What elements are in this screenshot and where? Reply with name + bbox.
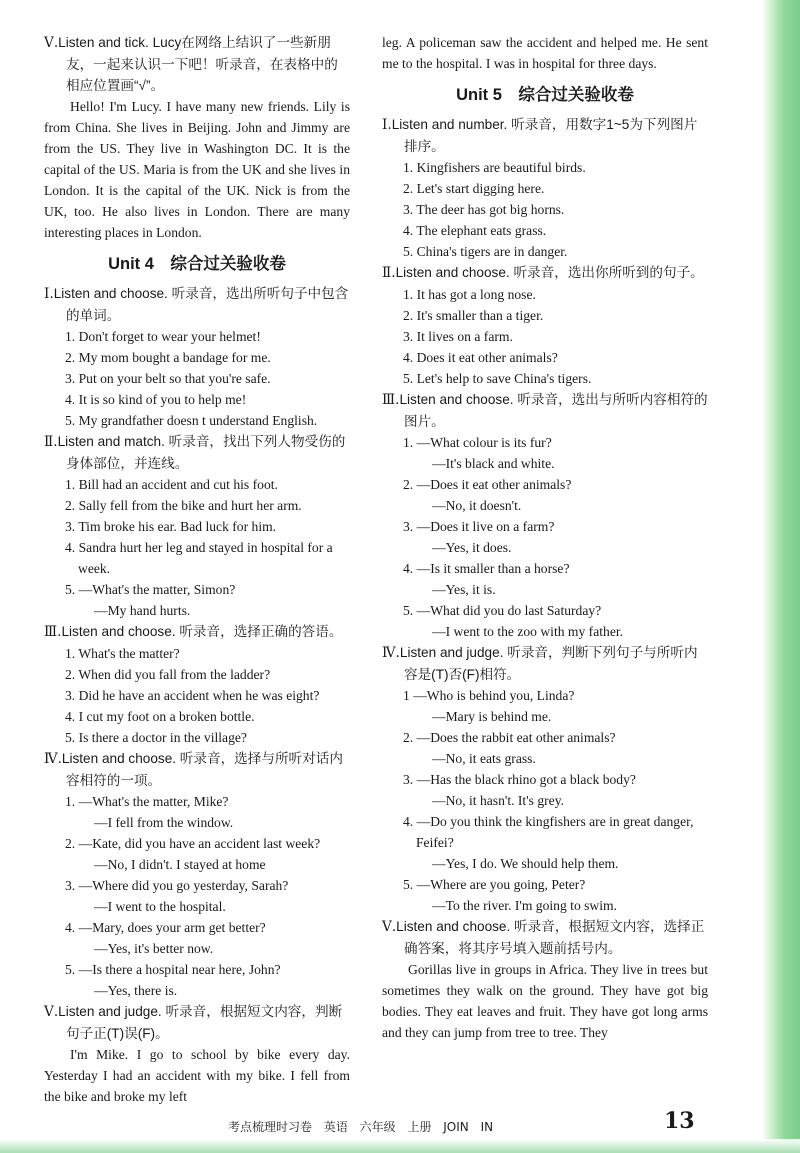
dialogue-answer: —My hand hurts. [94,603,191,618]
page-bottom-decoration [0,1139,800,1153]
dialogue-question: 3. —Does it live on a farm? [403,519,555,534]
list-item: 5. —What's the matter, Simon? [65,582,236,597]
section-title: Ⅲ.Listen and choose. 听录音，选择正确的答语。 [44,624,343,640]
list-item: 1. Bill had an accident and cut his foot. [65,477,278,492]
listening-passage: leg. A policeman saw the accident and helped me. He sent me to the hospital. I was in hospital for three days. [382,35,708,71]
dialogue-answer: —I fell from the window. [94,815,234,830]
list-item: 4. Sandra hurt her leg and stayed in hospital for a week. [65,540,333,576]
list-item: 1. Kingfishers are beautiful birds. [403,160,586,175]
unit-title: Unit 5 综合过关验收卷 [456,86,634,104]
list-item: 2. It's smaller than a tiger. [403,308,544,323]
list-item: 4. I cut my foot on a broken bottle. [65,709,255,724]
list-item: 1. Don't forget to wear your helmet! [65,329,261,344]
section-title: Ⅴ.Listen and judge. 听录音，根据短文内容，判断句子正(T)误(F)。 [44,1004,343,1041]
list-item: 4. It is so kind of you to help me! [65,392,247,407]
dialogue-question: 2. —Does it eat other animals? [403,477,572,492]
listening-passage: Hello! I'm Lucy. I have many new friends. Lily is from China. She lives in Beijing. John and Jimmy are from the US. They live in Washington DC. It is the capital of the US. Maria is from the UK and she lives in London. It is the capital of the UK. Nick is from the UK, too. He also lives in London. There are many interesting places in London. [44,99,350,240]
list-item: 2. Sally fell from the bike and hurt her arm. [65,498,302,513]
dialogue-question: 1. —What's the matter, Mike? [65,794,229,809]
right-column [382,32,708,1043]
list-item: 3. It lives on a farm. [403,329,513,344]
section-title: Ⅴ.Listen and tick. Lucy在网络上结识了一些新朋友，一起来认识一下吧！听录音，在表格中的相应位置画“√”。 [44,35,338,93]
dialogue-answer: —Yes, it is. [432,582,496,597]
dialogue-question: 1 —Who is behind you, Linda? [403,688,575,703]
left-column [44,32,350,1107]
list-item: 5. My grandfather doesn t understand English. [65,413,318,428]
dialogue-answer: —I went to the hospital. [94,899,226,914]
page-edge-decoration [762,0,800,1153]
list-item: 4. Does it eat other animals? [403,350,558,365]
page-footer: 考点梳理时习卷 英语 六年级 上册 JOIN IN [228,1120,494,1134]
section-title: Ⅱ.Listen and match. 听录音，找出下列人物受伤的身体部位，并连线。 [44,434,346,471]
section-title: Ⅲ.Listen and choose. 听录音，选出与所听内容相符的图片。 [382,392,708,429]
dialogue-answer: —Yes, there is. [94,983,178,998]
listening-passage: Gorillas live in groups in Africa. They live in trees but sometimes they walk on the ground. They have got big bodies. They eat leaves and fruit. They have got long arms and they can jump from tree to tree. They [382,962,708,1040]
section-title: Ⅳ.Listen and judge. 听录音，判断下列句子与所听内容是(T)否(F)相符。 [382,645,698,682]
list-item: 2. My mom bought a bandage for me. [65,350,271,365]
list-item: 5. Is there a doctor in the village? [65,730,247,745]
list-item: 4. The elephant eats grass. [403,223,547,238]
dialogue-question: 1. —What colour is its fur? [403,435,552,450]
list-item: 3. Put on your belt so that you're safe. [65,371,271,386]
list-item: 1. What's the matter? [65,646,180,661]
dialogue-answer: —Yes, it's better now. [94,941,214,956]
dialogue-answer: —No, I didn't. I stayed at home [94,857,266,872]
dialogue-question: 2. —Kate, did you have an accident last week? [65,836,321,851]
dialogue-answer: —Yes, I do. We should help them. [432,856,619,871]
dialogue-answer: —No, it doesn't. [432,498,522,513]
dialogue-question: 5. —Is there a hospital near here, John? [65,962,281,977]
dialogue-question: 2. —Does the rabbit eat other animals? [403,730,616,745]
list-item: 5. Let's help to save China's tigers. [403,371,592,386]
list-item: 3. Tim broke his ear. Bad luck for him. [65,519,277,534]
dialogue-answer: —I went to the zoo with my father. [432,624,624,639]
dialogue-answer: —Yes, it does. [432,540,512,555]
section-title: Ⅰ.Listen and choose. 听录音，选出所听句子中包含的单词。 [44,286,349,323]
section-title: Ⅰ.Listen and number. 听录音，用数字1~5为下列图片排序。 [382,117,698,154]
dialogue-answer: —It's black and white. [432,456,555,471]
dialogue-question: 4. —Is it smaller than a horse? [403,561,570,576]
dialogue-answer: —No, it eats grass. [432,751,536,766]
dialogue-answer: —Mary is behind me. [432,709,552,724]
list-item: 3. The deer has got big horns. [403,202,565,217]
list-item: 3. Did he have an accident when he was eight? [65,688,320,703]
dialogue-question: 4. —Do you think the kingfishers are in great danger, Feifei? [403,814,694,850]
list-item: 2. Let's start digging here. [403,181,545,196]
page-number: 13 [664,1108,695,1134]
dialogue-question: 3. —Where did you go yesterday, Sarah? [65,878,289,893]
dialogue-answer: —To the river. I'm going to swim. [432,898,617,913]
dialogue-question: 5. —What did you do last Saturday? [403,603,602,618]
list-item: 1. It has got a long nose. [403,287,536,302]
listening-passage: I'm Mike. I go to school by bike every day. Yesterday I had an accident with my bike. I fell from the bike and broke my left [44,1047,350,1104]
dialogue-question: 5. —Where are you going, Peter? [403,877,586,892]
list-item: 2. When did you fall from the ladder? [65,667,271,682]
dialogue-question: 3. —Has the black rhino got a black body? [403,772,636,787]
section-title: Ⅱ.Listen and choose. 听录音，选出你所听到的句子。 [382,265,704,281]
section-title: Ⅴ.Listen and choose. 听录音，根据短文内容，选择正确答案，将其序号填入题前括号内。 [382,919,705,956]
dialogue-answer: —No, it hasn't. It's grey. [432,793,565,808]
section-title: Ⅳ.Listen and choose. 听录音，选择与所听对话内容相符的一项。 [44,751,343,788]
list-item: 5. China's tigers are in danger. [403,244,568,259]
dialogue-question: 4. —Mary, does your arm get better? [65,920,266,935]
unit-title: Unit 4 综合过关验收卷 [108,255,286,273]
